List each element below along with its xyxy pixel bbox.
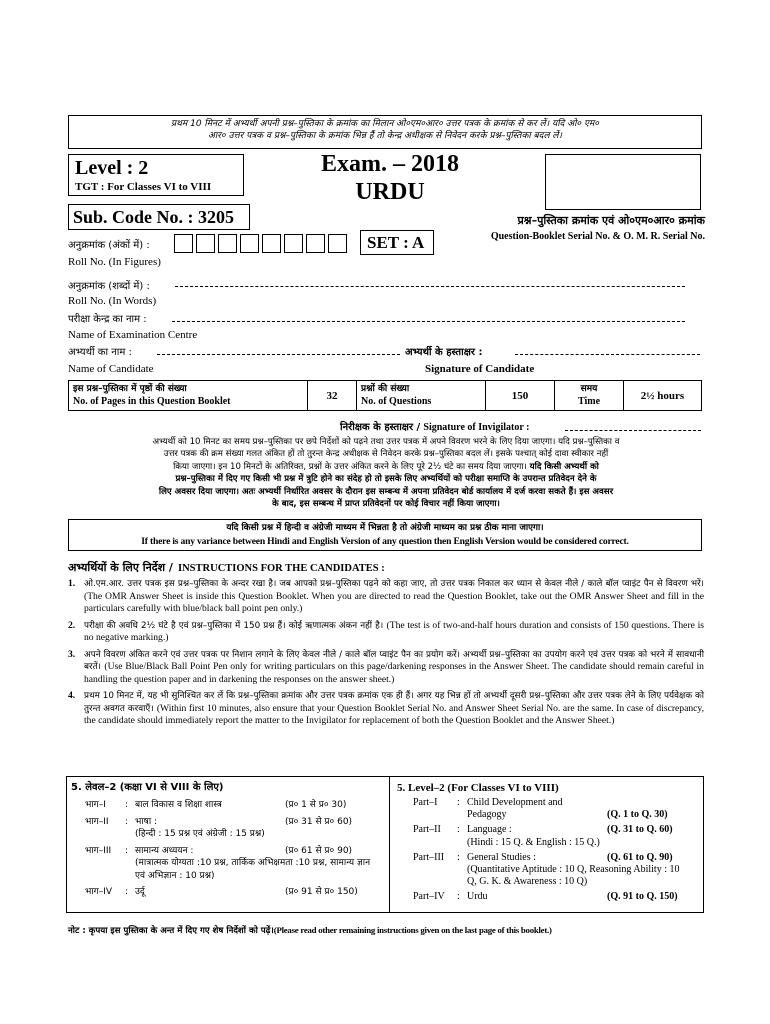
serial-label-en: Question-Booklet Serial No. & O. M. R. Serial No. [490,231,705,242]
level-subtitle: TGT : For Classes VI to VIII [75,181,212,193]
scheme-hi-row [85,799,385,812]
instructions-heading [68,556,385,575]
invigilator-sig [340,421,529,434]
top-notice-line1: प्रथम 10 मिनट में अभ्यर्थी अपनी प्रश्न–पुस्तिका के क्रमांक का मिलान ओ०एम०आर० उत्तर पत्रक के क्रमांक से कर लें। यदि ओ० एम० [171,119,599,129]
scheme-en-row [413,891,703,903]
scheme-en-row [413,797,703,821]
part-range: (Q. 91 to Q. 150) [607,891,678,903]
scheme-hi-rows [85,799,385,899]
centre-label-hi: परीक्षा केन्द्र का नाम : [68,314,147,325]
part-range: (प्र० 91 से प्र० 150) [285,887,358,897]
para-line-2: उत्तर पत्रक की क्रम संख्या गलत अंकित हों तो तुरन्त केन्द्र अधीक्षक से निवेदन करके प्रश्न–पुस्तिका बदल लें। इसके पश्चात् कोई दावा स्वीकार नहीं [163,449,609,460]
roll-digit-box[interactable] [262,234,281,253]
instruction-item [68,649,704,687]
instruction-number: 2. [68,619,76,631]
para-line-5: लिए अवसर दिया जाएगा। अतः अभ्यर्थी निर्धारित अवसर के दौरान इस सम्बन्ध में अपना प्रतिवेदन बोर्ड कार्यालय में दर्ज करवा सकते हैं। इस अवसर [158,486,614,497]
part-topic: (मात्रात्मक योग्यता :10 प्रश्न, तार्किक अभिक्षमता :10 प्रश्न, सामान्य ज्ञान एवं अभिज्ञान : 10 प्रश्न) [135,858,371,881]
scheme-hi-row [85,886,385,899]
questions-label-en: No. of Questions [361,396,432,407]
instruction-item [68,690,704,728]
scheme-hi-row [85,845,385,858]
roll-words-field[interactable] [175,286,685,287]
part-label: Part–III [413,851,445,863]
para-line-1: अभ्यर्थी को 10 मिनट का समय प्रश्न–पुस्तिका पर छपे निर्देशों को पढ़ने तथा उत्तर पत्रक में अपने विवरण भरने के लिए दिया जाएगा। यदि प्रश्न–पुस्तिका व [152,437,620,447]
candidate-sig-label-hi: अभ्यर्थी के हस्ताक्षर : [405,347,483,358]
part-label: भाग–III [85,845,112,856]
part-topic: भाषा : [135,816,158,827]
info-table [68,380,702,411]
part-label: Part–IV [413,891,445,903]
scheme-divider [389,777,390,912]
set-box: SET : A [360,230,434,255]
roll-digit-box[interactable] [196,234,215,253]
part-topic: Urdu [467,891,488,903]
instruction-hi: परीक्षा की अवधि 2½ घंटे है एवं प्रश्न–पुस्तिका में 150 प्रश्न हैं। कोई ऋणात्मक अंकन नहीं है। [84,620,384,631]
part-sep: : [125,845,129,856]
instruction-en: (The test is of two-and-half hours duration and consists of 150 questions. There is no negative marking.) [84,619,704,643]
exam-subject: URDU [355,179,425,205]
part-sep: : [457,797,460,808]
roll-digit-box[interactable] [218,234,237,253]
instruction-hi: ओ.एम.आर. उत्तर पत्रक इस प्रश्न–पुस्तिका के अन्दर रखा है। जब आपको प्रश्न–पुस्तिका पढ़ने को कहा जाए, तो उत्तर पत्रक निकाल कर ध्यान से केवल नीले / काले बॉल प्वाइंट पैन से विवरण भरें। [84,579,704,589]
roll-figures-label-en: Roll No. (In Figures) [68,256,161,268]
footer-note [68,918,708,937]
variance-en: If there is any variance between Hindi and English Version of any question then English Version would be considered correct. [141,536,629,547]
part-sep: : [125,800,129,810]
questions-label-hi: प्रश्नों की संख्या [361,384,410,394]
scheme-hi-row [85,857,385,882]
questions-value: 150 [486,381,555,411]
invigilator-label-en: Signature of Invigilator : [423,422,530,433]
part-range: (Q. 1 to Q. 30) [607,809,668,821]
time-value: 2½ hours [624,381,702,411]
instructions-heading-hi: अभ्यर्थियों के लिए निर्देश / [68,561,173,574]
instruction-hi: प्रथम 10 मिनट में, यह भी सुनिश्चित कर लें कि प्रश्न–पुस्तिका क्रमांक और उत्तर पत्रक क्रमांक एक ही हैं। अगर यह भिन्न हों तो अभ्यर्थी दूसरी प्रश्न–पुस्तिका और उत्तर पत्रक लेने के लिए पर्यवेक्षक को तुरन्त अवगत करवाएँ। [84,691,704,714]
serial-number-box [545,154,701,210]
part-topic: Language : [467,824,512,836]
candidate-name-label-hi: अभ्यर्थी का नाम : [68,347,132,358]
part-range: (Q. 31 to Q. 60) [607,824,673,836]
top-notice-line2: आर० उत्तर पत्रक व प्रश्न–पुस्तिका के क्रमांक भिन्न हैं तो केन्द्र अधीक्षक से निवेदन करके प्रश्न–पुस्तिका बदल लें। [208,131,562,141]
roll-words-label-en: Roll No. (In Words) [68,295,157,307]
instruction-en: (Use Blue/Black Ball Point Pen only for writing particulars on this page/darkening responses in the Answer Sheet. The candidate should remain careful in handling the question paper and in darkening the responses on the answer sheet.) [84,661,704,685]
part-topic: उर्दू [135,887,145,897]
instruction-en: (The OMR Answer Sheet is inside this Question Booklet. When you are directed to read the Question Booklet, take out the OMR Answer Sheet and fill in the particulars carefully with blue/black ball point pen only.) [84,590,704,614]
part-label: Part–I [413,797,438,808]
candidate-sig-label-en: Signature of Candidate [425,363,535,375]
instruction-en: (Within first 10 minutes, also ensure that your Question Booklet Serial No. and Answer Sheet Serial No. are the same. In case of discrepancy, the candidate should immediately report the matter to the Invigilator for replacement of both the Question Booklet and the Answer Sheet.) [84,702,704,726]
roll-words-label-hi: अनुक्रमांक (शब्दों में) : [68,281,150,292]
footer-note-hi: नोट : कृपया इस पुस्तिका के अन्त में दिए गए शेष निर्देशों को पढ़ें। [68,926,274,936]
top-notice [68,115,702,149]
pages-label-hi: इस प्रश्न–पुस्तिका में पृष्ठों की संख्या [73,384,187,394]
centre-field[interactable] [172,321,685,322]
scheme-en-title: 5. Level–2 (For Classes VI to VIII) [397,782,559,794]
instructions-list [68,578,704,728]
instruction-hi: अपने विवरण अंकित करने एवं उत्तर पत्रक पर निशान लगाने के लिए केवल नीले / काले बॉल प्वाइंट पैन का प्रयोग करें। अभ्यर्थी प्रश्न–पुस्तिका का उपयोग करने एवं उत्तर पत्रक को भरने में सावधानी बरतें। [84,649,704,672]
para-line-4: प्रश्न–पुस्तिका में दिए गए किसी भी प्रश्न में त्रुटि होने का संदेह हो तो इसके लिए अभ्यर्थियों को परीक्षा समाप्ति के उपरान्त प्रतिवेदन देने के [175,474,597,485]
part-label: भाग–II [85,816,109,827]
scheme-en-row [413,852,703,864]
part-sep: : [125,887,129,897]
para-line-3: किया जाएगा। इन 10 मिनटों के अतिरिक्त, प्रश्नों के उत्तर अंकित करने के लिए पूरे 2½ घंटे का समय दिया जाएगा। [173,461,527,472]
level-title: Level : 2 [75,157,149,179]
scheme-en-row [413,837,703,849]
scheme-hi-title: 5. लेवल–2 (कक्षा VI से VIII के लिए) [71,782,224,793]
part-topic: General Studies : [467,851,536,863]
roll-figures-label-hi: अनुक्रमांक (अंकों में) : [68,240,150,251]
scheme-box [66,776,704,913]
roll-digit-box[interactable] [284,234,303,253]
instructions-paragraph [66,436,706,510]
part-sep: : [457,891,460,903]
roll-digit-box[interactable] [306,234,325,253]
invigilator-label-hi: निरीक्षक के हस्ताक्षर / [340,422,421,433]
part-range: (Q. 61 to Q. 90) [607,851,673,863]
para-line-6: के बाद, इस सम्बन्ध में प्राप्त प्रतिवेदनों पर कोई विचार नहीं किया जाएगा। [272,499,500,510]
level-box [68,154,244,196]
scheme-en-row [413,864,703,888]
candidate-name-label-en: Name of Candidate [68,363,154,375]
part-topic: Child Development and Pedagogy [467,797,563,821]
instruction-item [68,620,704,645]
candidate-sig-field[interactable] [515,354,700,355]
part-topic: (Quantitative Aptitude : 10 Q, Reasoning Ability : 10 Q, G. K. & Awareness : 10 Q) [467,864,680,888]
instruction-number: 4. [68,690,76,701]
part-topic: सामान्य अध्ययन : [135,845,194,856]
roll-figures-boxes[interactable] [174,234,350,257]
roll-digit-box[interactable] [174,234,193,253]
sub-code: Sub. Code No. : 3205 [68,204,250,230]
part-topic: बाल विकास व शिक्षा शास्त्र [135,800,222,810]
roll-digit-box[interactable] [240,234,259,253]
variance-box [68,519,702,551]
pages-label-en: No. of Pages in this Question Booklet [73,396,231,407]
part-label: भाग–I [85,800,106,810]
pages-value: 32 [308,381,357,411]
part-label: भाग–IV [85,887,113,897]
variance-hi: यदि किसी प्रश्न में हिन्दी व अंग्रेजी माध्यम में भिन्नता है तो अंग्रेजी माध्यम का प्रश्न ठीक माना जाएगा। [226,523,544,533]
centre-label-en: Name of Examination Centre [68,329,198,341]
instruction-number: 1. [68,578,76,589]
part-label: Part–II [413,824,441,836]
serial-label-hi: प्रश्न–पुस्तिका क्रमांक एवं ओ०एम०आर० क्रमांक [517,214,705,227]
instructions-heading-en: INSTRUCTIONS FOR THE CANDIDATES : [178,563,385,574]
para-line-3-bold: यदि किसी अभ्यर्थी को [529,461,599,472]
scheme-hi-row [85,816,385,829]
part-sep: : [457,824,460,836]
scheme-hi-row [85,828,385,841]
instruction-item [68,578,704,616]
time-label-en: Time [577,396,601,407]
time-label-hi: समय [580,384,598,394]
scheme-en-rows [413,797,703,904]
part-sep: : [125,816,129,827]
part-topic: (हिन्दी : 15 प्रश्न एवं अंग्रेजी : 15 प्रश्न) [135,829,265,839]
instruction-number: 3. [68,648,76,660]
footer-note-en: (Please read other remaining instructions given on the last page of this booklet.) [273,925,552,935]
part-sep: : [457,851,460,863]
part-range: (प्र० 61 से प्र० 90) [285,845,353,856]
part-range: (प्र० 1 से प्र० 30) [285,800,347,810]
scheme-en-row [413,824,703,836]
exam-title: Exam. – 2018 [321,151,459,177]
candidate-name-field[interactable] [157,354,400,355]
invigilator-field[interactable] [565,430,701,431]
roll-digit-box[interactable] [328,234,347,253]
part-topic: (Hindi : 15 Q. & English : 15 Q.) [467,836,600,848]
part-range: (प्र० 31 से प्र० 60) [285,816,353,827]
